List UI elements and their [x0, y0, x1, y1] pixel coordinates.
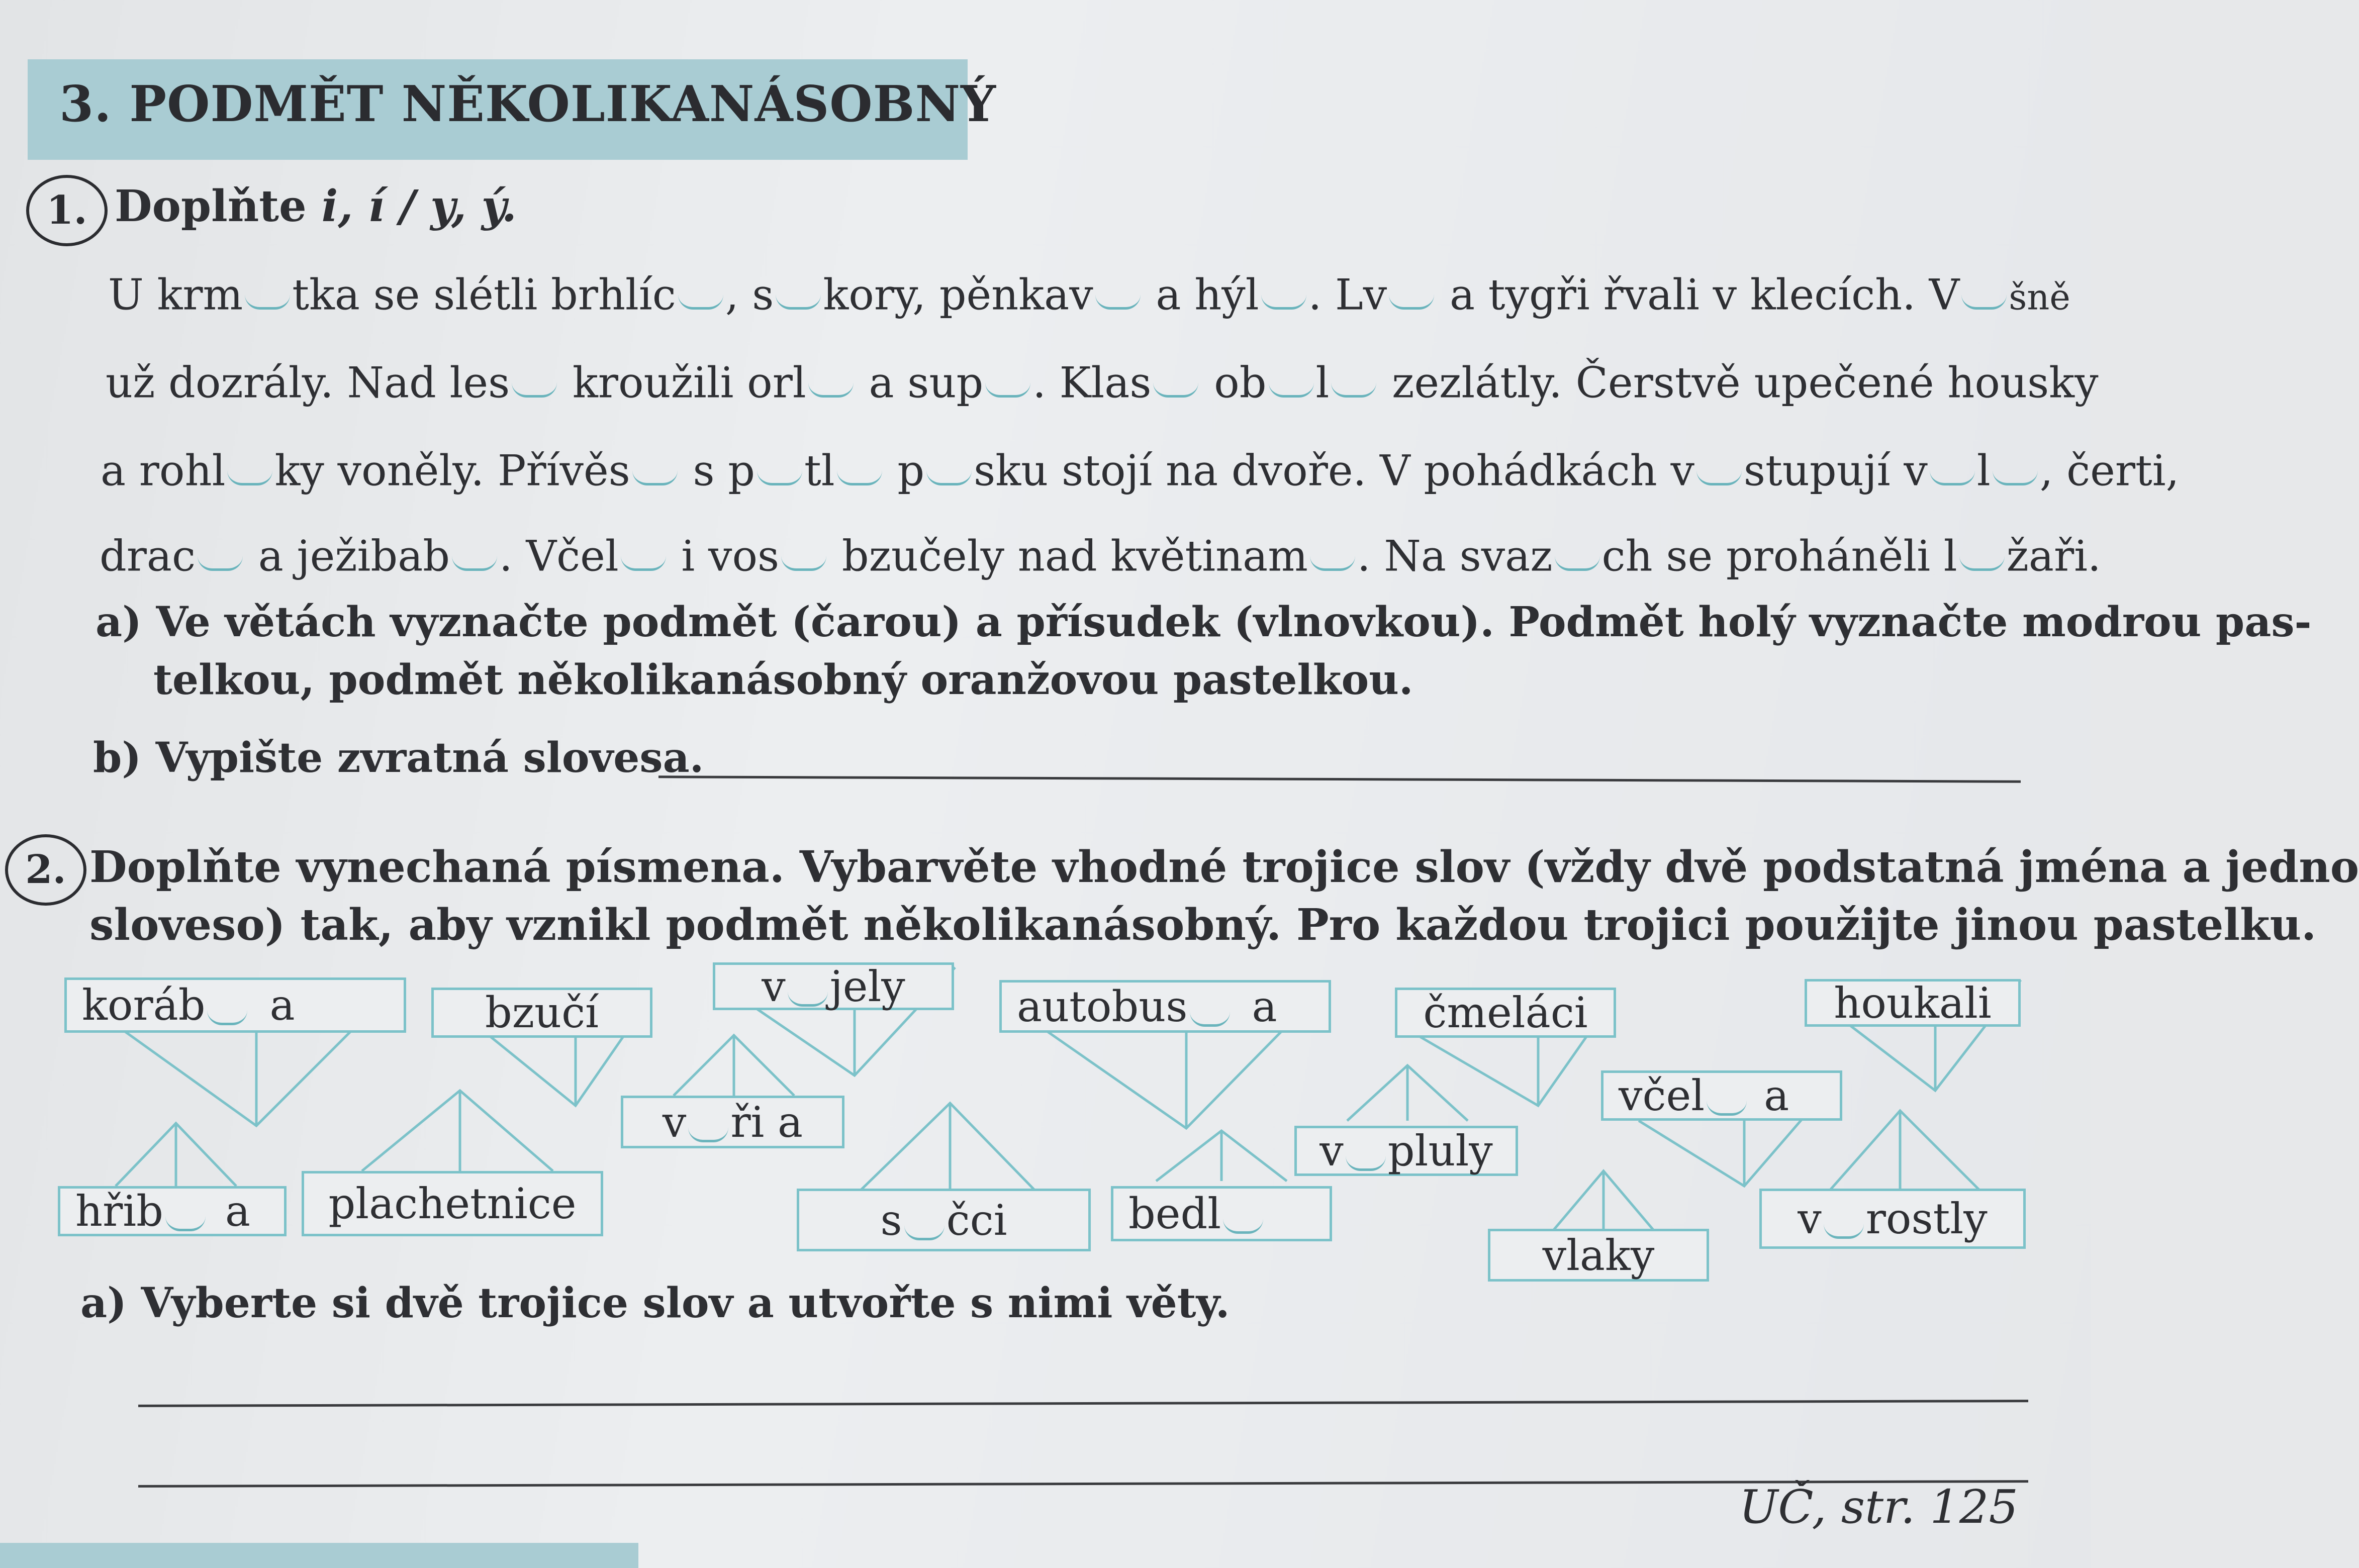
chip-word: bzučí [485, 988, 599, 1037]
chip-word: pluly [1387, 1126, 1493, 1175]
chip-pluly[interactable] [1294, 1126, 1518, 1176]
chip-word: s [880, 1195, 902, 1245]
letter-blank[interactable] [1346, 1131, 1386, 1171]
chip-hrib[interactable] [58, 1186, 287, 1236]
chip-word: vlaky [1542, 1230, 1655, 1280]
text: sku stojí na dvoře. V pohádkách v [974, 446, 1694, 496]
chip-word: v [1798, 1194, 1822, 1243]
chip-word: v [762, 961, 786, 1011]
letter-blank[interactable] [1707, 1075, 1747, 1116]
chip-korab[interactable] [64, 977, 406, 1033]
text: žaři. [2006, 531, 2101, 581]
chip-word: čci [946, 1195, 1007, 1245]
chip-bzuci[interactable] [431, 988, 652, 1038]
task-1-sub-a-line-2: telkou, podmět několikanásobný oranžovou pastelkou. [153, 656, 1413, 704]
text: , čerti, [2039, 446, 2180, 496]
text: l [1315, 358, 1330, 408]
text: a rohl [101, 446, 226, 496]
text: . Klas [1032, 358, 1152, 408]
task-2-heading-line-1: Doplňte vynechaná písmena. Vybarvěte vhodné trojice slov (vždy dvě podstatná jména a jedno [89, 842, 2359, 893]
chip-bedl[interactable] [1111, 1186, 1332, 1241]
chip-word: čmeláci [1423, 988, 1588, 1037]
letter-blank[interactable] [1824, 1199, 1864, 1239]
chip-word: plachetnice [328, 1179, 577, 1228]
section-title: 3. PODMĚT NĚKOLIKANÁSOBNÝ [59, 75, 996, 133]
text: stupují v [1743, 446, 1928, 496]
textbook-reference: UČ, str. 125 [1739, 1480, 2018, 1534]
chip-word: bedl [1128, 1189, 1221, 1238]
chip-word: koráb [82, 981, 206, 1030]
text: ch se proháněli l [1601, 531, 1957, 581]
text: ob [1200, 358, 1267, 408]
text: kory, pěnkav [823, 270, 1093, 320]
text: p [884, 446, 925, 496]
chip-word: a [269, 981, 295, 1030]
chip-word: jely [829, 961, 905, 1011]
chip-vcel[interactable] [1601, 1070, 1842, 1121]
chip-autobus[interactable] [999, 980, 1331, 1033]
text: zezlátly. Čerstvě upečené housky [1378, 358, 2099, 408]
task-2-heading-line-2: sloveso) tak, aby vznikl podmět několikanásobný. Pro každou trojici použijte jinou pastelku. [89, 900, 2317, 950]
letter-blank[interactable] [1223, 1194, 1263, 1234]
letter-blank[interactable] [788, 966, 828, 1007]
text: kroužili orl [559, 358, 806, 408]
task-2-number: 2. [5, 834, 86, 906]
chip-vri[interactable] [621, 1096, 844, 1148]
text: a ježibab [245, 531, 450, 581]
chip-houkali[interactable] [1805, 979, 2021, 1027]
task-1-heading-start: Doplňte [115, 181, 322, 232]
letter-blank[interactable] [207, 985, 247, 1026]
letter-blank[interactable] [688, 1102, 728, 1142]
text: šně [2009, 276, 2070, 318]
text: . Včel [499, 531, 619, 581]
chip-word: houkali [1834, 978, 1992, 1028]
chip-word: a [1252, 982, 1277, 1031]
task-1-heading-letters: i, í / y, ý. [321, 181, 517, 232]
text: a sup [855, 358, 984, 408]
chip-word: a [1764, 1071, 1789, 1120]
text: U krm [108, 270, 243, 320]
text: drac [100, 531, 196, 581]
task-1-sub-a-line-1: a) Ve větách vyznačte podmět (čarou) a přísudek (vlnovkou). Podmět holý vyznačte modrou pas- [96, 598, 2312, 646]
text: . Na svaz [1357, 531, 1553, 581]
text: bzučely nad květinam [828, 531, 1308, 581]
text: a hýl [1142, 270, 1259, 320]
chip-word: rostly [1865, 1194, 1988, 1243]
chip-word: autobus [1017, 982, 1188, 1031]
task-1-sub-b: b) Vypište zvratná slovesa. [93, 734, 704, 782]
text: , s [725, 270, 774, 320]
letter-blank[interactable] [904, 1200, 945, 1240]
chip-scci[interactable] [797, 1189, 1091, 1251]
text: tl [804, 446, 835, 496]
chip-plachetnice[interactable] [302, 1171, 603, 1236]
chip-word: v [662, 1097, 687, 1147]
text: i vos [668, 531, 780, 581]
chip-vjely[interactable] [713, 962, 954, 1010]
chip-word: v [1319, 1126, 1344, 1175]
chip-word: hřib [75, 1187, 163, 1236]
chip-word: včel [1619, 1071, 1705, 1120]
chip-rostly[interactable] [1759, 1189, 2026, 1249]
text: . Lv [1308, 270, 1387, 320]
task-2-sub-a: a) Vyberte si dvě trojice slov a utvořte s nimi věty. [80, 1279, 1230, 1327]
chip-word: a [225, 1187, 250, 1236]
text: už dozrály. Nad les [106, 358, 510, 408]
text: l [1976, 446, 1991, 496]
chip-cmelaci[interactable] [1395, 988, 1616, 1038]
letter-blank[interactable] [165, 1191, 206, 1232]
text: ky voněly. Přívěs [274, 446, 630, 496]
text: s p [679, 446, 756, 496]
text: a tygři řvali v klecích. V [1436, 270, 1960, 320]
chip-vlaky[interactable] [1488, 1229, 1709, 1282]
text: tka se slétli brhlíc [292, 270, 676, 320]
chip-word: ři a [730, 1097, 803, 1147]
task-1-number: 1. [26, 175, 108, 246]
bottom-color-band [0, 1543, 638, 1568]
letter-blank[interactable] [1190, 986, 1230, 1027]
